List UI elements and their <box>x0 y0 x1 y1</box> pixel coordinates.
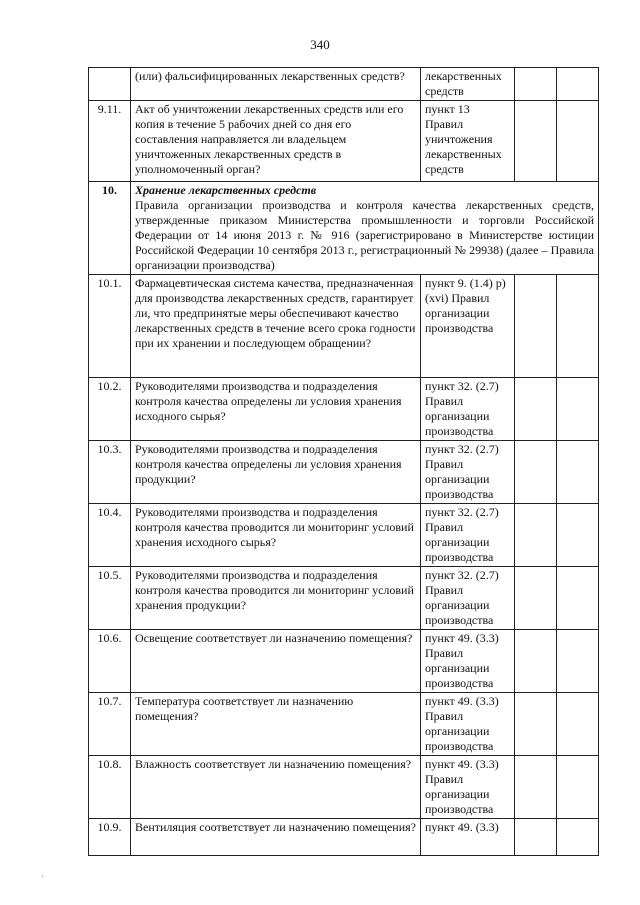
table-row <box>89 567 599 630</box>
table-row <box>89 693 599 756</box>
row-number: 10.3. <box>89 441 131 504</box>
note-cell <box>557 819 599 856</box>
requirement-text: Руководителями производства и подразделения контроля качества проводится ли мониторинг условий хранения продукции? <box>131 567 421 630</box>
answer-cell <box>515 68 557 101</box>
answer-cell <box>515 504 557 567</box>
row-number: 10.4. <box>89 504 131 567</box>
section-description: Правила организации производства и контроля качества лекарственных средств, утвержденные приказом Министерства промышленности и торговли Российской Федерации от 14 июня 2013 г. № 916 (зарегистрировано в Министерстве юстиции Российской Федерации 10 сентября 2013 г., регистрационный № 29938) (далее – Правила организации производства) <box>135 198 594 272</box>
row-number: 10.8. <box>89 756 131 819</box>
table-row <box>89 441 599 504</box>
answer-cell <box>515 819 557 856</box>
requirement-text: Температура соответствует ли назначению помещения? <box>131 693 421 756</box>
note-cell <box>557 630 599 693</box>
note-cell <box>557 378 599 441</box>
legal-reference: пункт 9. (1.4) р) (xvi) Правил организации производства <box>421 275 515 378</box>
row-number <box>89 68 131 101</box>
legal-reference: пункт 49. (3.3) Правил организации производства <box>421 630 515 693</box>
row-number: 10.7. <box>89 693 131 756</box>
note-cell <box>557 101 599 182</box>
legal-reference: пункт 32. (2.7) Правил организации производства <box>421 378 515 441</box>
legal-reference: лекарственных средств <box>421 68 515 101</box>
row-number: 10.5. <box>89 567 131 630</box>
legal-reference: пункт 49. (3.3) Правил организации производства <box>421 693 515 756</box>
page-number: 340 <box>310 37 330 52</box>
answer-cell <box>515 630 557 693</box>
requirement-text: Акт об уничтожении лекарственных средств или его копия в течение 5 рабочих дней со дня его составления направляется ли владельцем уничтоженных лекарственных средств в уполномоченный орган? <box>131 101 421 182</box>
legal-reference: пункт 49. (3.3) <box>421 819 515 856</box>
answer-cell <box>515 756 557 819</box>
answer-cell <box>515 101 557 182</box>
note-cell <box>557 504 599 567</box>
legal-reference: пункт 13 Правил уничтожения лекарственных средств <box>421 101 515 182</box>
requirement-text: (или) фальсифицированных лекарственных средств? <box>131 68 421 101</box>
note-cell <box>557 275 599 378</box>
table-row <box>89 819 599 856</box>
requirement-text: Руководителями производства и подразделения контроля качества проводится ли мониторинг условий хранения исходного сырья? <box>131 504 421 567</box>
table-row <box>89 378 599 441</box>
table-row <box>89 101 599 182</box>
table-row <box>89 630 599 693</box>
section-number: 10. <box>89 182 131 275</box>
table-row <box>89 504 599 567</box>
requirement-text: Влажность соответствует ли назначению помещения? <box>131 756 421 819</box>
requirement-text: Фармацевтическая система качества, предназначенная для производства лекарственных средств, гарантирует ли, что предпринятые меры обеспечивают качество лекарственных средств в течение всего срока годности при их хранении и последующем обращении? <box>131 275 421 378</box>
scan-artifact: ' <box>42 874 44 884</box>
answer-cell <box>515 693 557 756</box>
legal-reference: пункт 32. (2.7) Правил организации производства <box>421 504 515 567</box>
table-row <box>89 68 599 101</box>
note-cell <box>557 68 599 101</box>
answer-cell <box>515 441 557 504</box>
row-number: 10.9. <box>89 819 131 856</box>
requirement-text: Руководителями производства и подразделения контроля качества определены ли условия хранения исходного сырья? <box>131 378 421 441</box>
row-number: 10.6. <box>89 630 131 693</box>
legal-reference: пункт 32. (2.7) Правил организации производства <box>421 567 515 630</box>
answer-cell <box>515 275 557 378</box>
note-cell <box>557 567 599 630</box>
row-number: 9.11. <box>89 101 131 182</box>
table-row <box>89 275 599 378</box>
answer-cell <box>515 378 557 441</box>
row-number: 10.2. <box>89 378 131 441</box>
checklist-table <box>88 67 599 856</box>
section-row <box>89 182 599 275</box>
note-cell <box>557 441 599 504</box>
legal-reference: пункт 49. (3.3) Правил организации производства <box>421 756 515 819</box>
requirement-text: Вентиляция соответствует ли назначению помещения? <box>131 819 421 856</box>
requirement-text: Руководителями производства и подразделения контроля качества определены ли условия хранения продукции? <box>131 441 421 504</box>
section-title: Хранение лекарственных средств <box>135 183 317 197</box>
note-cell <box>557 693 599 756</box>
row-number: 10.1. <box>89 275 131 378</box>
requirement-text: Освещение соответствует ли назначению помещения? <box>131 630 421 693</box>
answer-cell <box>515 567 557 630</box>
section-cell <box>131 182 599 275</box>
legal-reference: пункт 32. (2.7) Правил организации производства <box>421 441 515 504</box>
table-row <box>89 756 599 819</box>
note-cell <box>557 756 599 819</box>
